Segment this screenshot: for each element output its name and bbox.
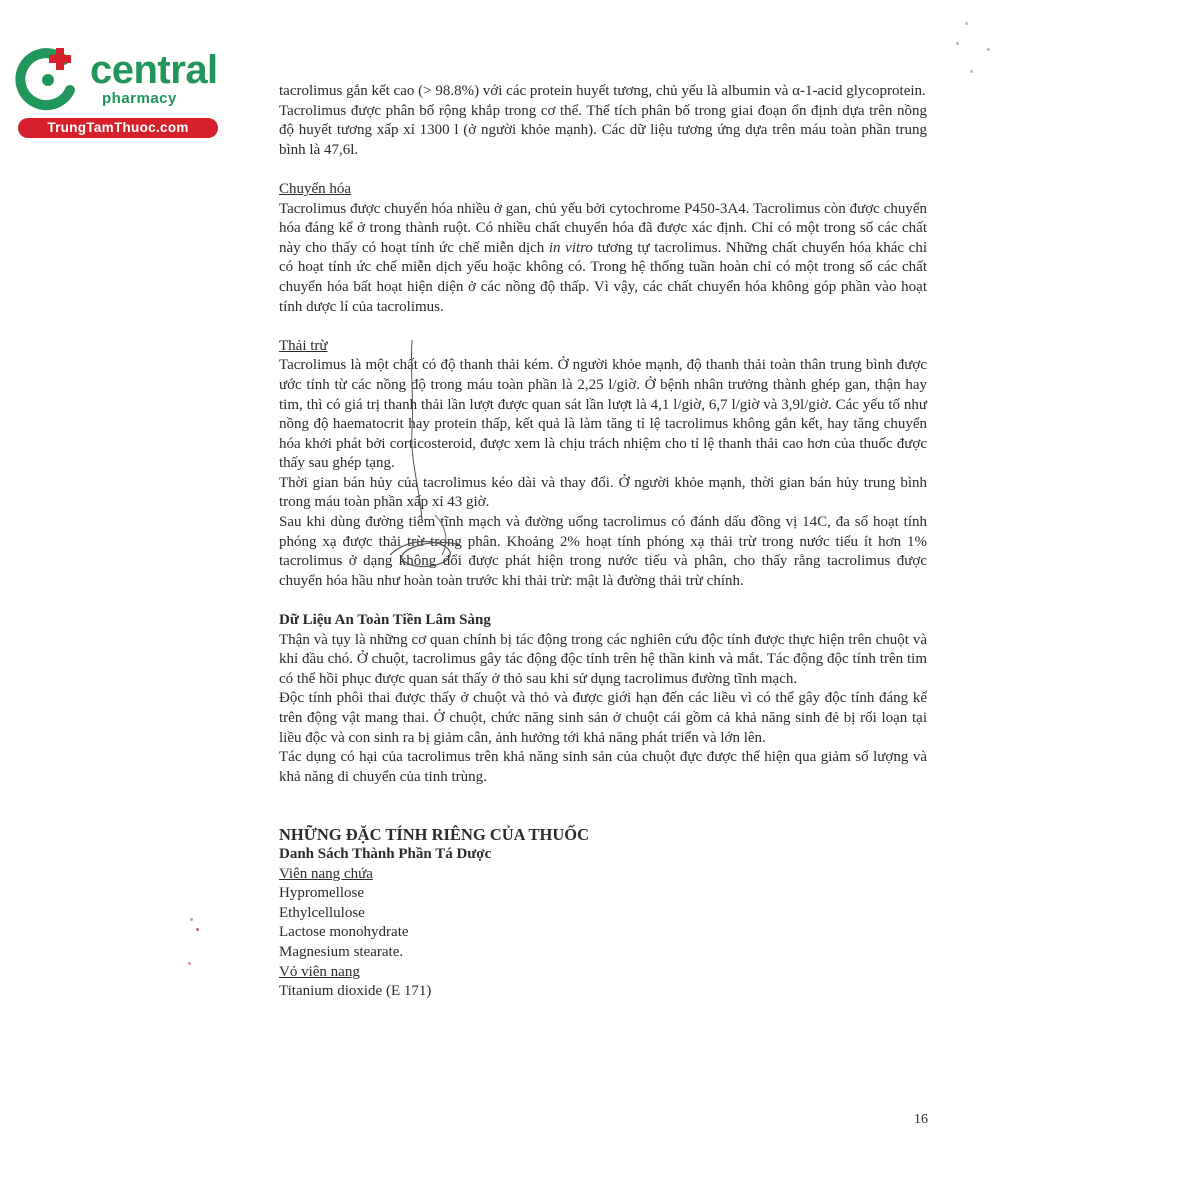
logo-subtitle: pharmacy [102,90,177,107]
section-heading-dac-tinh: NHỮNG ĐẶC TÍNH RIÊNG CỦA THUỐC [279,824,590,844]
list-item: Lactose monohydrate [279,924,409,941]
logo-url: TrungTamThuoc.com [18,118,218,138]
an-toan-paragraph: Thận và tụy là những cơ quan chính bị tác động trong các nghiên cứu độc tính được thực hiện trên chuột và khỉ đầu chó. Ở chuột, tacrolimus gây tác động độc tính trên hệ thần kinh và mắt. Tác động độc tính trên tim có thể hồi phục được quan sát thấy ở thỏ sau khi sử dụng tacrolimus đường tĩnh mạch. [279,631,927,687]
chuyen-hoa-text-before: Tacrolimus được chuyển hóa nhiều ở gan, chủ yếu bởi cytochrome P450-3A4. Tacrolimus còn được chuyển hóa đáng kể ở trong thành ruột. Có nhiều chất chuyển hóa đã được xác định. Chỉ có một trong số các chất này cho thấy có hoạt tính ức chế miễn dịch [279,200,927,256]
section-heading-thai-tru: Thải trừ [279,337,328,354]
scan-speck [956,42,959,45]
capsule-heading: Viên nang chứa [279,865,373,882]
page-number: 16 [914,1112,928,1127]
scan-speck [987,48,990,51]
thai-tru-paragraph: Thời gian bán hủy của tacrolimus kéo dài và thay đổi. Ở người khỏe mạnh, thời gian bán hủy trung bình trong máu toàn phần xấp xỉ 43 giờ. [279,474,927,511]
thai-tru-paragraph: Sau khi dùng đường tiêm tĩnh mạch và đường uống tacrolimus có đánh dấu đồng vị 14C, đa số hoạt tính phóng xạ được thải trừ trong phân. Khoảng 2% hoạt tính phóng xạ thải trừ trong nước tiểu ít hơn 1% tacrolimus ở dạng không đổi được phát hiện trong nước tiểu và phân, cho thấy rằng tacrolimus được chuyển hóa hầu như hoàn toàn trước khi thải trừ: mật là đường thải trừ chính. [279,514,927,589]
section-heading-an-toan: Dữ Liệu An Toàn Tiền Lâm Sàng [279,612,491,629]
list-item: Hypromellose [279,885,364,902]
section-heading-chuyen-hoa: Chuyển hóa [279,180,352,197]
an-toan-paragraph: Độc tính phôi thai được thấy ở chuột và thỏ và được giới hạn đến các liều vì có thể gây độc tính đáng kể trên động vật mang thai. Ở chuột, chức năng sinh sản ở chuột cái gồm cả khả năng sinh đẻ bị rối loạn tại liều độc và con sinh ra bị giảm cân, ảnh hưởng tới khả năng phát triển và lớn lên. [279,690,927,746]
an-toan-paragraph: Tác dụng có hại của tacrolimus trên khả năng sinh sản của chuột đực được thể hiện qua giảm số lượng và khả năng di chuyển của tinh trùng. [279,749,927,785]
shell-heading: Vỏ viên nang [279,963,360,980]
intro-paragraph: tacrolimus gắn kết cao (> 98.8%) với các protein huyết tương, chủ yếu là albumin và α-1-acid glycoprotein. [279,83,926,99]
scan-speck [965,22,968,25]
thai-tru-paragraph: Tacrolimus là một chất có độ thanh thải kém. Ở người khỏe mạnh, độ thanh thải toàn thân trung bình được ước tính từ các nồng độ trong máu toàn phần là 2,25 l/giờ. Ở bệnh nhân trưởng thành ghép gan, thận hay tim, thì có giá trị thanh thải lần lượt được quan sát lần lượt là 4,1 l/giờ, 6,7 l/giờ và 3,9l/giờ. Các yếu tố như nồng độ haematocrit hay protein thấp, kết quả là làm tăng tỉ lệ tacrolimus không gắn kết, hay tăng chuyển hóa khởi phát bởi corticosteroid, được xem là chịu trách nhiệm cho tỉ lệ thanh thải cao hơn của thuốc được thấy sau ghép tạng. [279,357,927,472]
scan-speck [190,918,193,921]
intro-paragraph: Tacrolimus được phân bố rộng khắp trong cơ thể. Thể tích phân bố trong giai đoạn ổn định dựa trên nồng độ huyết tương xấp xỉ 1300 l (ở người khỏe mạnh). Các dữ liệu tương ứng dựa trên máu toàn phần trung bình là 47,6l. [279,102,927,158]
chuyen-hoa-text-after: tương tự tacrolimus. Những chất chuyển hóa khác chỉ có hoạt tính ức chế miễn dịch yếu hoặc không có. Trong hệ thống tuần hoàn chỉ có một trong số các chất chuyển hóa bất hoạt hiện diện ở các nồng độ thấp. Vì vậy, các chất chuyển hóa không góp phần vào hoạt tính dược lí của tacrolimus. [279,239,927,315]
pharmacy-cross-logo-icon [10,38,90,118]
scan-speck [188,962,191,965]
central-pharmacy-logo[interactable] [10,38,218,138]
subheading-ta-duoc: Danh Sách Thành Phần Tá Dược [279,845,492,862]
logo-brand-name: central [90,48,218,92]
chuyen-hoa-text-italic: in vitro [548,239,593,256]
list-item: Ethylcellulose [279,904,365,921]
chuyen-hoa-paragraph [279,200,927,318]
handwritten-signature-mark [350,340,500,580]
scan-speck [196,928,199,931]
scan-speck [970,70,973,73]
list-item: Titanium dioxide (E 171) [279,983,432,1000]
list-item: Magnesium stearate. [279,943,404,960]
